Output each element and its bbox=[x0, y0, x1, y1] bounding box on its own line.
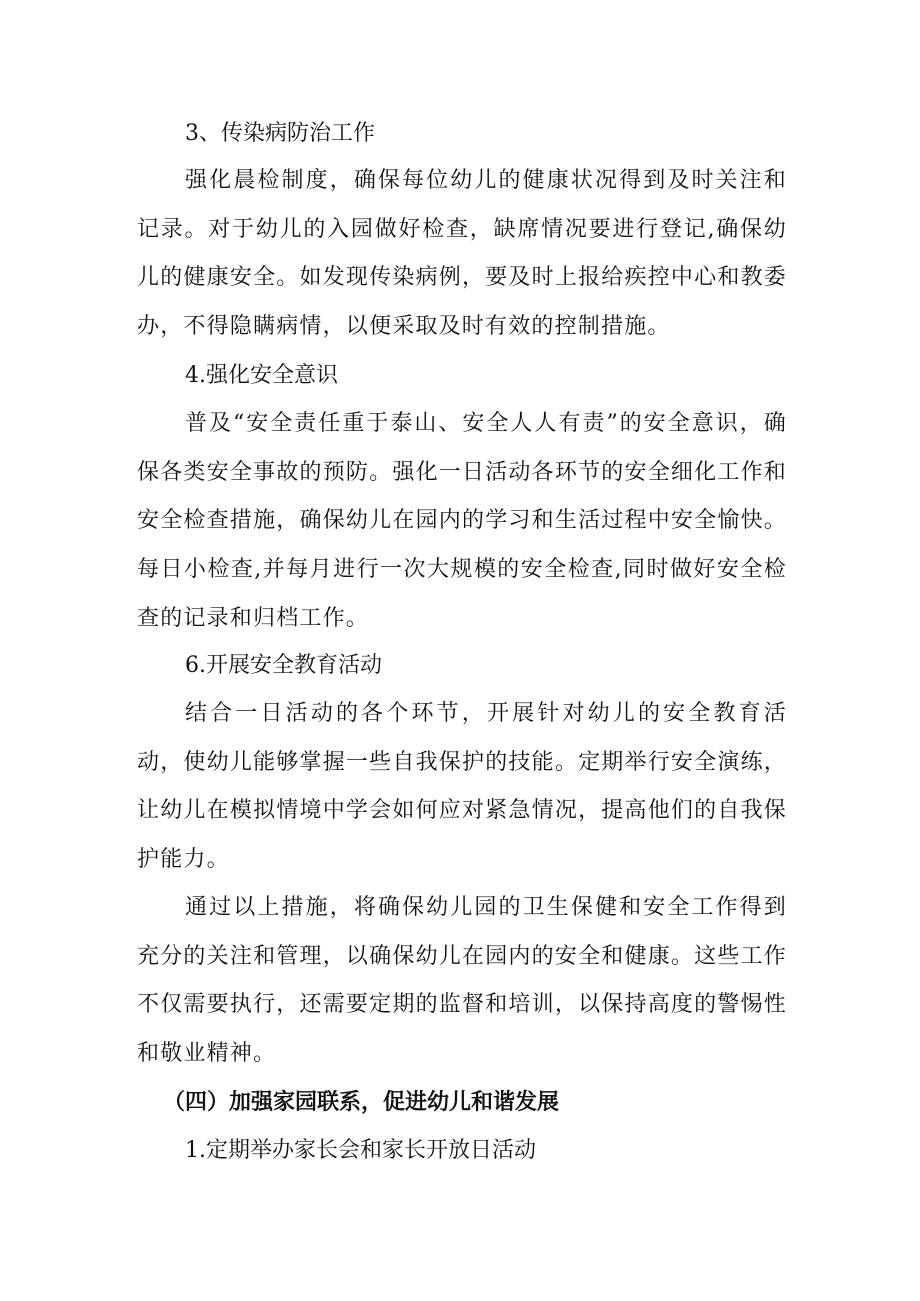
part-4-item-1-heading: 1.定期举办家长会和家长开放日活动 bbox=[185, 1138, 536, 1163]
section-3-paragraph: 强化晨检制度，确保每位幼儿的健康状况得到及时关注和记录。对于幼儿的入园做好检查，缺席情况要进行登记,确保幼儿的健康安全。如发现传染病例，要及时上报给疾控中心和教委办，不得隐瞒病情，以便采取及时有效的控制措施。 bbox=[137, 168, 787, 340]
section-4-heading: 4.强化安全意识 bbox=[185, 363, 338, 388]
part-4-heading: （四）加强家园联系，促进幼儿和谐发展 bbox=[163, 1089, 560, 1115]
section-4-paragraph: 普及“安全责任重于泰山、安全人人有责”的安全意识，确保各类安全事故的预防。强化一日活动各环节的安全细化工作和安全检查措施，确保幼儿在园内的学习和生活过程中安全愉快。每日小检查,并每月进行一次大规模的安全检查,同时做好安全检查的记录和归档工作。 bbox=[137, 411, 787, 631]
section-6-paragraph: 结合一日活动的各个环节，开展针对幼儿的安全教育活动，使幼儿能够掌握一些自我保护的技能。定期举行安全演练，让幼儿在模拟情境中学会如何应对紧急情况，提高他们的自我保护能力。 bbox=[137, 701, 787, 873]
section-3-heading: 3、传染病防治工作 bbox=[185, 121, 375, 146]
section-6-heading: 6.开展安全教育活动 bbox=[185, 653, 382, 678]
summary-paragraph: 通过以上措施，将确保幼儿园的卫生保健和安全工作得到充分的关注和管理，以确保幼儿在园内的安全和健康。这些工作不仅需要执行，还需要定期的监督和培训，以保持高度的警惕性和敬业精神。 bbox=[137, 895, 787, 1067]
